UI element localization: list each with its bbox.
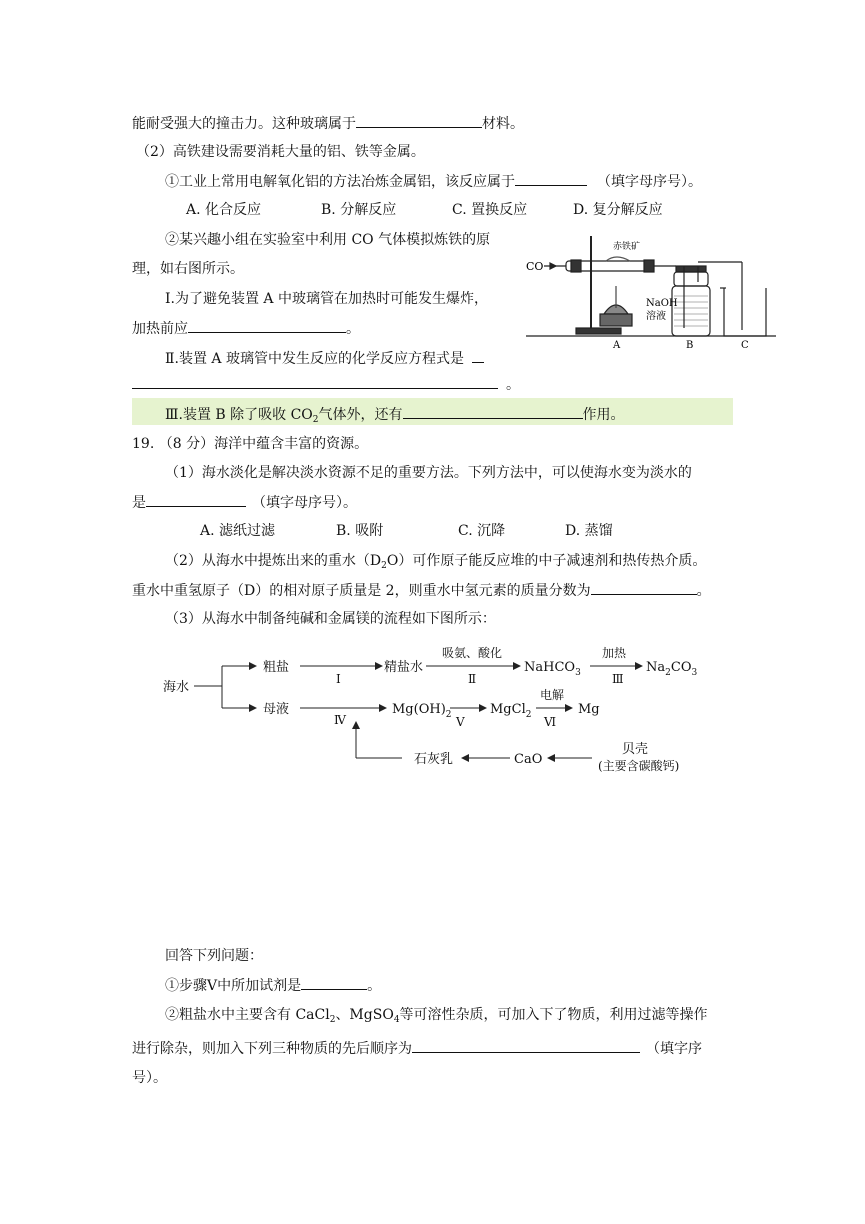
options-line-2	[200, 521, 613, 541]
step-2-label: Ⅱ	[468, 672, 477, 686]
label-a: A	[613, 340, 621, 350]
shell-node: 贝壳	[622, 742, 649, 757]
option-c: C. 沉降	[458, 523, 506, 539]
text-line-8: 加热前应 。	[132, 318, 360, 339]
seawater-node: 海水	[163, 680, 190, 695]
step-3-label: Ⅲ	[612, 672, 624, 686]
question-19-heading: 19. （8 分）海洋中蕴含丰富的资源。	[132, 436, 369, 452]
answer-blank-long[interactable]	[132, 374, 498, 389]
text-line-22: 进行除杂，则加入下列三种物质的先后顺序为 （填字序	[132, 1038, 702, 1059]
refined-brine-node: 精盐水	[384, 660, 424, 675]
answer-blank[interactable]	[403, 404, 583, 419]
options-line-1	[186, 200, 663, 220]
electrolysis-label: 电解	[540, 688, 565, 702]
step-1-label: Ⅰ	[336, 672, 341, 686]
text-line-5: ②某兴趣小组在实验室中利用 CO 气体模拟炼铁的原	[165, 232, 491, 248]
question-2-heading: （2）高铁建设需要消耗大量的铝、铁等金属。	[136, 144, 425, 160]
text-line-1: 能耐受强大的撞击力。这种玻璃属于 材料。	[132, 113, 524, 134]
answer-blank[interactable]	[146, 492, 246, 507]
text-line-20: ①步骤Ⅴ中所加试剂是 。	[165, 975, 381, 996]
answer-blank[interactable]	[515, 171, 587, 186]
answer-blank[interactable]	[472, 348, 484, 363]
answer-blank[interactable]	[301, 975, 367, 990]
text-line-9: Ⅱ.装置 A 玻璃管中发生反应的化学反应方程式是	[165, 348, 484, 369]
solution-label: 溶液	[646, 311, 666, 322]
text-line-14: 是 （填字母序号）。	[132, 492, 357, 513]
option-b: B. 分解反应	[321, 202, 397, 218]
text-line-18: （3）从海水中制备纯碱和金属镁的流程如下图所示：	[165, 611, 496, 627]
answer-blank[interactable]	[591, 580, 697, 595]
option-a: A. 滤纸过滤	[200, 523, 276, 539]
answer-blank[interactable]	[412, 1038, 640, 1053]
label-c: C	[741, 340, 749, 350]
step-6-label: Ⅵ	[544, 715, 557, 729]
option-d: D. 复分解反应	[573, 202, 663, 218]
cao-node: CaO	[514, 752, 543, 767]
text-line-16: （2）从海水中提炼出来的重水$(D_2O)$可作原子能反应堆的中子减速剂和热传热介质。	[165, 553, 707, 571]
option-a: A. 化合反应	[186, 202, 262, 218]
mg-node: Mg	[578, 702, 600, 717]
text-line-21: ②粗盐水中主要含有 CaCl$_2$、MgSO$_4$等可溶性杂质，可加入下了物质，利用过滤等操作	[165, 1007, 708, 1025]
co-label: CO	[526, 260, 544, 273]
lime-milk-node: 石灰乳	[414, 752, 454, 767]
option-d: D. 蒸馏	[565, 523, 613, 539]
heating-label: 加热	[602, 646, 627, 660]
option-c: C. 置换反应	[452, 202, 528, 218]
ammonia-acidify-label: 吸氨、酸化	[442, 646, 503, 660]
hematite-label: 赤铁矿	[613, 242, 641, 252]
label-b: B	[686, 340, 694, 350]
mgcl2-node: MgCl$_2$	[490, 702, 532, 720]
text-line-11: Ⅲ.装置 B 除了吸收 $CO_2$气体外，还有 作用。	[165, 404, 625, 430]
crude-salt-node: 粗盐	[263, 660, 290, 675]
seawater-process-flow-diagram	[160, 640, 720, 780]
answer-blank[interactable]	[188, 318, 346, 333]
step-4-label: Ⅳ	[334, 713, 346, 727]
mgoh2-node: $Mg(OH)_2$	[392, 702, 452, 720]
text-line-23: 号）。	[132, 1070, 167, 1086]
shell-note: (主要含碳酸钙)	[598, 759, 680, 773]
text-line-17: 重水中重氢原子（D）的相对原子质量是 2，则重水中氢元素的质量分数为 。	[132, 580, 711, 601]
text-line-3: ①工业上常用电解氧化铝的方法冶炼金属铝，该反应属于 （填字母序号）。	[165, 171, 702, 192]
text-line-6: 理，如右图所示。	[132, 261, 244, 277]
option-b: B. 吸附	[336, 523, 384, 539]
text-line-19: 回答下列问题：	[165, 948, 263, 964]
text-line-13: （1）海水淡化是解决淡水资源不足的重要方法。下列方法中，可以使海水变为淡水的	[165, 465, 692, 481]
naoh-label: NaOH	[646, 298, 678, 309]
answer-blank[interactable]	[356, 113, 482, 128]
text-line-7: Ⅰ.为了避免装置 A 中玻璃管在加热时可能发生爆炸，	[165, 291, 488, 307]
iron-smelting-apparatus-figure	[526, 224, 776, 350]
text-line-10: 。	[132, 374, 520, 395]
step-5-label: Ⅴ	[456, 715, 465, 729]
na2co3-node: $Na_2CO_3$	[646, 660, 698, 678]
nahco3-node: NaHCO$_3$	[524, 660, 581, 678]
mother-liquor-node: 母液	[263, 702, 290, 717]
